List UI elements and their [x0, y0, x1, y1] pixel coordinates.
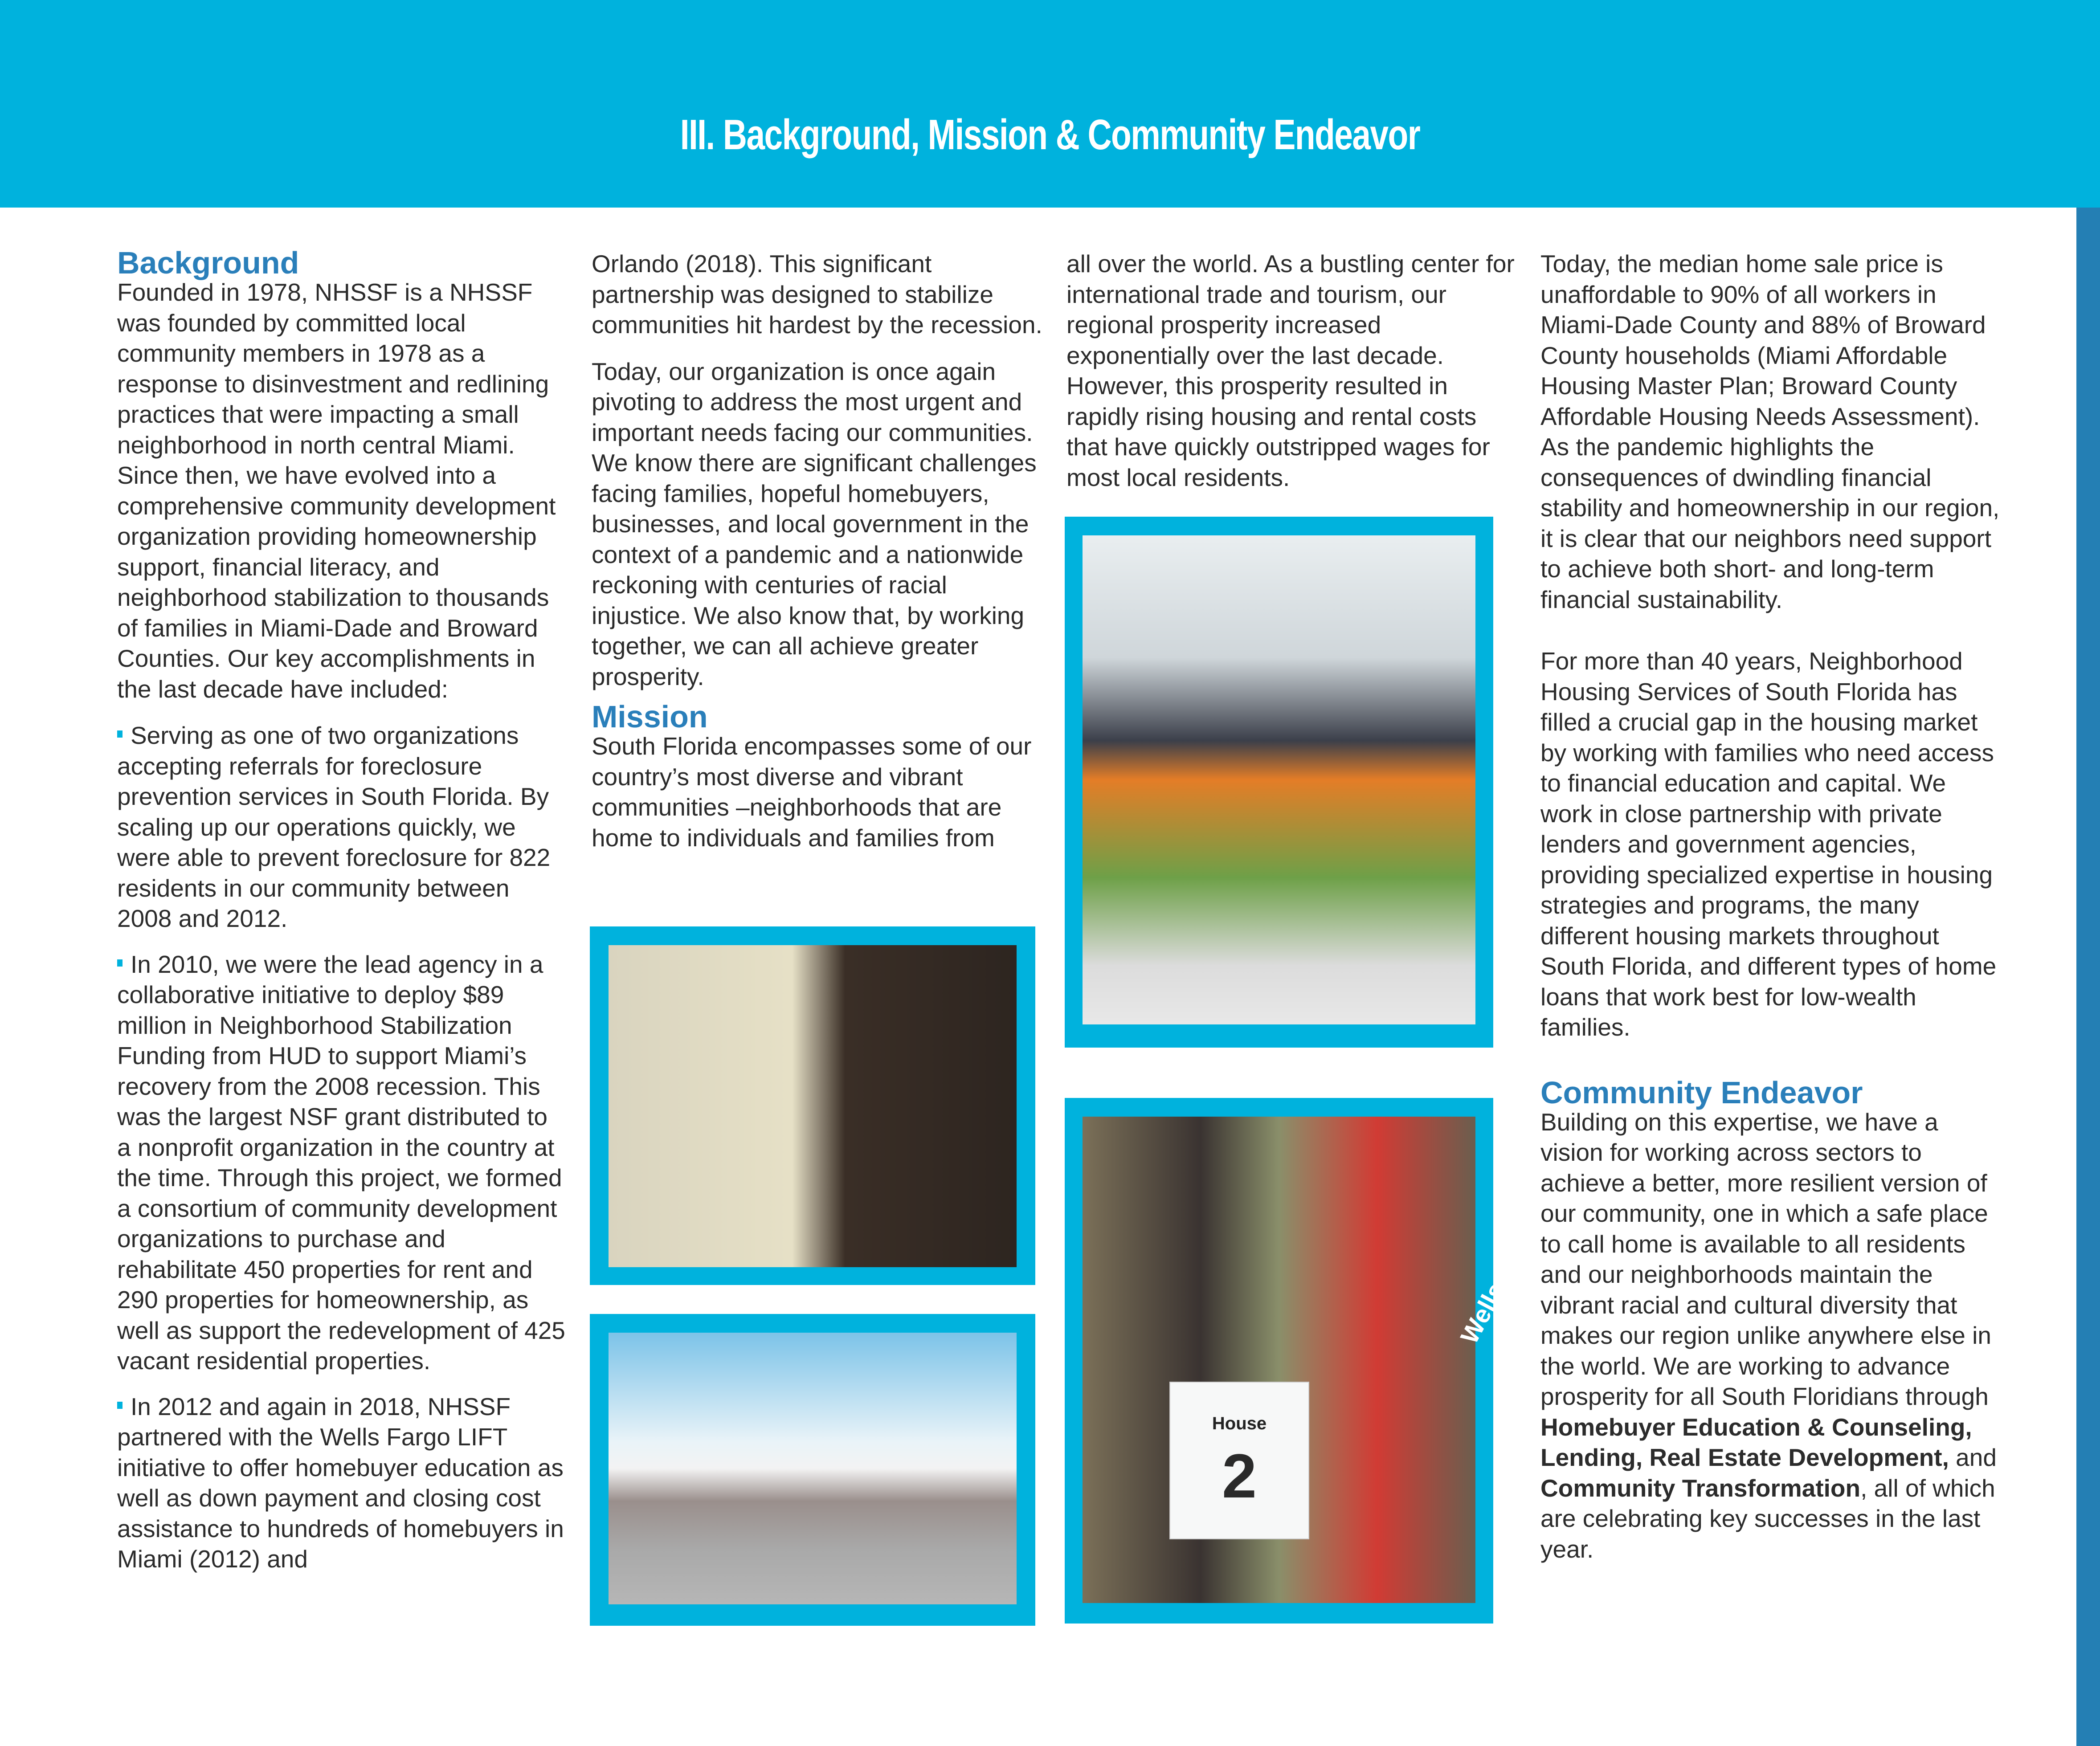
- volunteer-shirt-text: Wells Fargo Volunteers: [1454, 1092, 1609, 1348]
- house-number-card: [1169, 1382, 1309, 1539]
- column-2: [592, 249, 1046, 869]
- background-intro: Founded in 1978, NHSSF is a NHSSF was founded by committed local community members in 1978 as a response to disinvestment and redlining practices that were impacting a small neighborhood in north central Miami. Since then, we have evolved into a comprehensive community development organization providing homeownership support, financial literacy, and neighborhood stabilization to thousands of families in Miami-Dade and Broward Counties. Our key accomplishments in the last decade have included:: [117, 278, 556, 703]
- accomplishment-item: [117, 949, 567, 1376]
- community-text-start: Building on this expertise, we have a vision for working across sectors to achieve a better, more resilient version of our community, one in which a safe place to call home is available to all residents and our neighborhoods maintain the vibrant racial and cultural diversity that makes our region unlike anywhere else in the world. We are working to advance prosperity for all South Floridians through: [1540, 1108, 1991, 1410]
- mission-heading: Mission: [592, 699, 708, 734]
- background-today: Today, our organization is once again pivoting to address the most urgent and important needs facing our communities. We know there are significant challenges facing families, hopeful homebuyers, businesses, and local government in the context of a pandemic and a nationwide reckoning with centuries of racial injustice. We also know that, by working together, we can all achieve greater prosperity.: [592, 357, 1037, 690]
- house-card-number: 2: [1222, 1441, 1257, 1511]
- side-accent-bar: [2076, 208, 2100, 1746]
- mission-paragraph-3: For more than 40 years, Neighborhood Housing Services of South Florida has filled a crucial gap in the housing market by working with families who need access to financial education and capital. We work in close partnership with private lenders and government agencies, providing specialized expertise in housing strategies and programs, the many different housing markets throughout South Florida, and different types of home loans that work best for low-wealth families.: [1540, 647, 1997, 1041]
- community-text-and: and: [1949, 1444, 1997, 1471]
- accomplishment-item: [117, 720, 567, 934]
- mission-paragraph-2: Today, the median home sale price is unaffordable to 90% of all workers in Miami-Dade County and 88% of Broward County households (Miami Affordable Housing Master Plan; Broward County Affordable Housing Needs Assessment). As the pandemic highlights the consequences of dwindling financial stability and homeownership in our region, it is clear that our neighbors need support to achieve both short- and long-term financial sustainability.: [1540, 250, 2000, 613]
- page-title: III. Background, Mission & Community Endeavor: [680, 111, 1420, 159]
- accomplishment-text: In 2012 and again in 2018, NHSSF partnered with the Wells Fargo LIFT initiative to offer homebuyer education as well as down payment and closing cost assistance to hundreds of homebuyers in Miami (2012) and: [117, 1392, 564, 1573]
- photo-mother-and-sons: [609, 945, 1017, 1267]
- bullet-icon: [117, 730, 123, 738]
- background-continuation: Orlando (2018). This significant partnership was designed to stabilize communities hit hardest by the recession.: [592, 250, 1042, 339]
- photo-family-with-bike: [1083, 535, 1475, 1024]
- bullet-icon: [117, 959, 123, 967]
- accomplishment-item: [117, 1391, 567, 1575]
- column-1: [117, 245, 567, 1590]
- mission-paragraph-start: South Florida encompasses some of our country’s most diverse and vibrant communities –neighborhoods that are home to individuals and families from: [592, 732, 1032, 852]
- community-text-end: , all of which are celebrating key successes in the last year.: [1540, 1474, 1995, 1563]
- mission-paragraph-continued: all over the world. As a bustling center for international trade and tourism, our regional prosperity increased exponentially over the last decade. However, this prosperity resulted in rapidly rising housing and rental costs that have quickly outstripped wages for most local residents.: [1066, 250, 1515, 491]
- bullet-icon: [117, 1402, 123, 1409]
- photo-frame-family: [1065, 517, 1493, 1048]
- community-transformation-bold: Community Transformation: [1540, 1474, 1861, 1502]
- photo-frame-mother-sons: [590, 926, 1035, 1285]
- column-3: [1066, 249, 1516, 509]
- photo-frame-volunteer-group: [590, 1314, 1035, 1626]
- background-heading: Background: [117, 245, 299, 280]
- photo-frame-house-2: [1065, 1092, 1609, 1624]
- program-areas-bold: Homebuyer Education & Counseling, Lending, Real Estate Development,: [1540, 1413, 1972, 1471]
- header-band: [0, 0, 2100, 208]
- column-4: [1540, 249, 2004, 1580]
- community-endeavor-text: [1540, 1107, 2004, 1565]
- photo-volunteer-group: [609, 1333, 1017, 1604]
- photo-homeowner-house-2: [1083, 1092, 1609, 1603]
- community-endeavor-heading: Community Endeavor: [1540, 1075, 1863, 1110]
- accomplishment-text: In 2010, we were the lead agency in a collaborative initiative to deploy $89 million in Neighborhood Stabilization Funding from HUD to support Miami’s recovery from the 2008 recession. This was the largest NSF grant distributed to a nonprofit organization in the country at the time. Through this project, we formed a consortium of community development organizations to purchase and rehabilitate 450 properties for rent and 290 properties for homeownership, as well as support the redevelopment of 425 vacant residential properties.: [117, 950, 565, 1375]
- house-card-label: House: [1212, 1414, 1267, 1433]
- accomplishment-text: Serving as one of two organizations accepting referrals for foreclosure prevention services in South Florida. By scaling up our operations quickly, we were able to prevent foreclosure for 822 residents in our community between 2008 and 2012.: [117, 722, 551, 932]
